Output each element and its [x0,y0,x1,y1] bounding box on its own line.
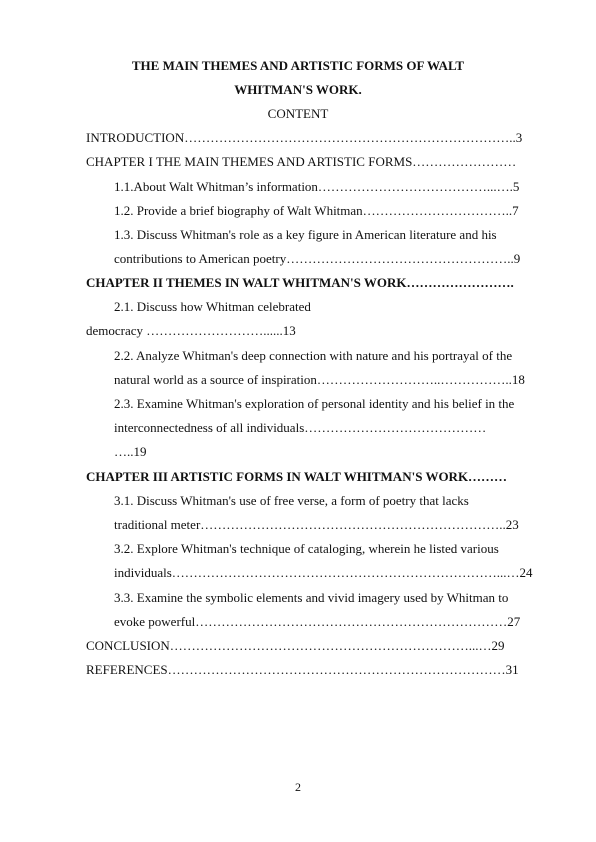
toc-chapter-2: CHAPTER II THEMES IN WALT WHITMAN'S WORK……………………. [86,275,514,290]
page-number: 2 [295,780,301,794]
toc-2-3-line-2: interconnectedness of all individuals…………………………………… [114,420,487,435]
document-title-line-1: THE MAIN THEMES AND ARTISTIC FORMS OF WALT [131,58,465,73]
toc-3-3-line-2: evoke powerful………………………………………………………………27 [114,614,521,629]
toc-1-3-line-2: contributions to American poetry……………………………………………..9 [114,251,521,266]
document-title-line-2: WHITMAN'S WORK. [234,82,362,97]
toc-3-1-line-2: traditional meter……………………………………………………………..23 [114,517,519,532]
toc-2-2-line-1: 2.2. Analyze Whitman's deep connection with nature and his portrayal of the [114,348,513,363]
toc-1-3-line-1: 1.3. Discuss Whitman's role as a key figure in American literature and his [114,227,497,242]
toc-1-1: 1.1.About Walt Whitman’s information…………………………………...….5 [114,179,520,194]
toc-2-3-line-3: …..19 [114,444,147,459]
toc-2-3-line-1: 2.3. Examine Whitman's exploration of personal identity and his belief in the [114,396,515,411]
toc-3-1-line-1: 3.1. Discuss Whitman's use of free verse, a form of poetry that lacks [114,493,469,508]
toc-3-2-line-1: 3.2. Explore Whitman's technique of cataloging, wherein he listed various [114,541,499,556]
toc-2-1-line-2: democracy ………………………......13 [86,323,296,338]
toc-conclusion: CONCLUSION……………………………………………………………...…29 [86,638,505,653]
toc-references: REFERENCES……………………………………………………………………31 [86,662,519,677]
toc-1-2: 1.2. Provide a brief biography of Walt Whitman……………………………..7 [114,203,519,218]
toc-introduction: INTRODUCTION…………………………………………………………………..3 [86,130,523,145]
toc-3-3-line-1: 3.3. Examine the symbolic elements and vivid imagery used by Whitman to [114,590,509,605]
toc-3-2-line-2: individuals…………………………………………………………………...…24 [114,565,533,580]
toc-chapter-1: CHAPTER I THE MAIN THEMES AND ARTISTIC FORMS…………………… [86,154,517,169]
toc-2-2-line-2: natural world as a source of inspiration………………………..……………..18 [114,372,525,387]
toc-chapter-3: CHAPTER III ARTISTIC FORMS IN WALT WHITMAN'S WORK……… [86,469,508,484]
toc-2-1-line-1: 2.1. Discuss how Whitman celebrated [114,299,311,314]
contents-heading: CONTENT [267,106,329,121]
